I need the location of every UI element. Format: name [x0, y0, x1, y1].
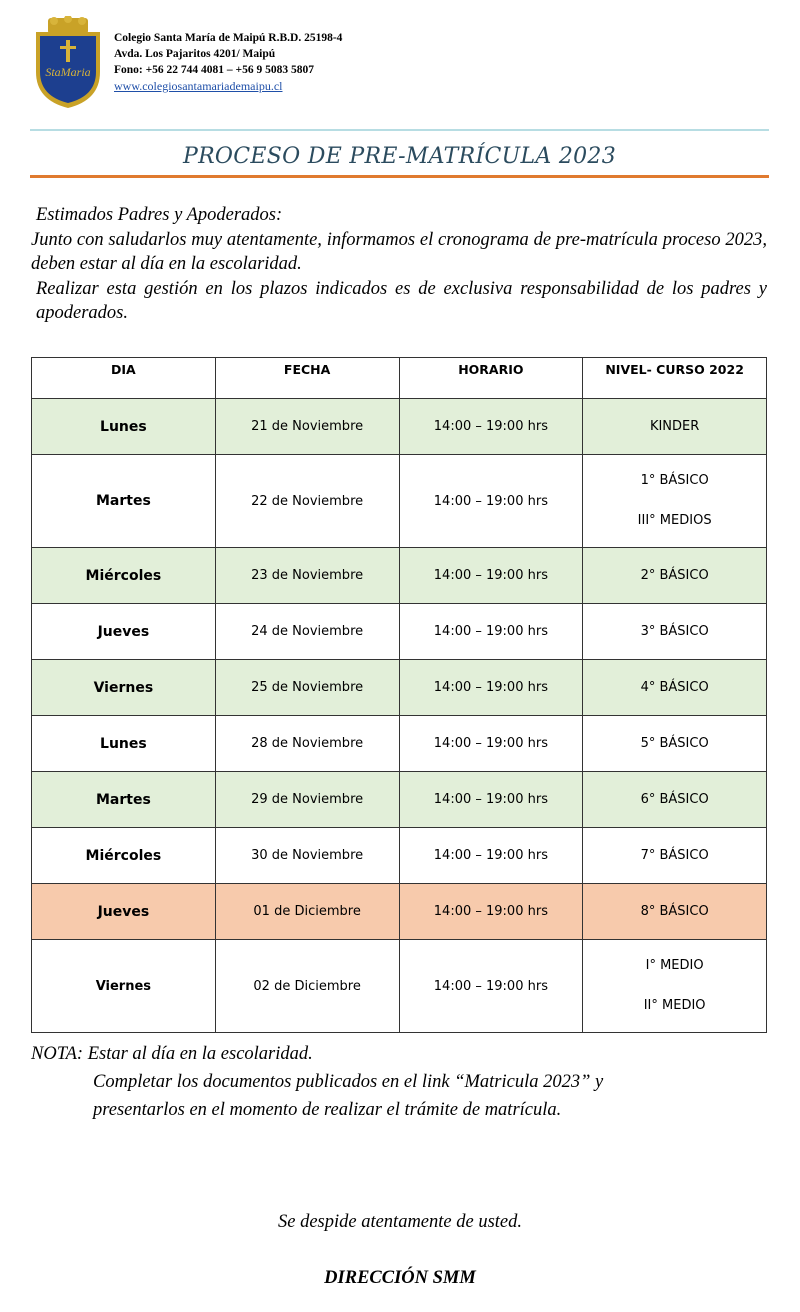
- title-underline: [30, 175, 769, 178]
- letterhead: [34, 16, 774, 116]
- farewell-text: Se despide atentamente de usted.: [277, 1212, 523, 1232]
- note-line-1: NOTA: Estar al día en la escolaridad.: [31, 1044, 313, 1064]
- table-row: [32, 772, 767, 828]
- table-row: [32, 716, 767, 772]
- intro-paragraph-1: Junto con saludarlos muy atentamente, informamos el cronograma de pre-matrícula proceso 2023, deben estar al día en la escolaridad.: [31, 229, 767, 274]
- table-row: [32, 455, 767, 548]
- header-dia: DIA: [32, 358, 216, 399]
- note-section: [31, 1040, 767, 1124]
- svg-text:StaMaria: StaMaria: [45, 65, 91, 79]
- cell-horario: 14:00 – 19:00 hrs: [399, 604, 583, 660]
- cell-dia: Miércoles: [32, 828, 216, 884]
- cell-nivel: [583, 828, 767, 884]
- cell-horario: 14:00 – 19:00 hrs: [399, 399, 583, 455]
- cell-fecha: 02 de Diciembre: [215, 940, 399, 1033]
- school-info: [114, 30, 342, 95]
- header-fecha: FECHA: [215, 358, 399, 399]
- nivel-item: KINDER: [649, 418, 700, 434]
- cell-fecha: 21 de Noviembre: [215, 399, 399, 455]
- nivel-item: 4° BÁSICO: [640, 679, 709, 695]
- school-website-link[interactable]: www.colegiosantamariademaipu.cl: [114, 79, 283, 93]
- school-crest-logo: [34, 16, 102, 110]
- cell-nivel: [583, 716, 767, 772]
- cell-dia: Miércoles: [32, 548, 216, 604]
- table-row-highlighted: [32, 884, 767, 940]
- cell-dia: Martes: [32, 455, 216, 548]
- schedule-table: [31, 357, 767, 1033]
- cell-fecha: 22 de Noviembre: [215, 455, 399, 548]
- note-line-3: presentarlos en el momento de realizar el trámite de matrícula.: [93, 1100, 562, 1120]
- cell-horario: 14:00 – 19:00 hrs: [399, 828, 583, 884]
- cell-dia: Viernes: [32, 660, 216, 716]
- cell-dia: Lunes: [32, 399, 216, 455]
- page-title: PROCESO DE PRE-MATRÍCULA 2023: [182, 144, 617, 169]
- cell-dia: Viernes: [32, 940, 216, 1033]
- intro-paragraph-2: Realizar esta gestión en los plazos indicados es de exclusiva responsabilidad de los padres y apoderados.: [36, 278, 767, 323]
- table-row: [32, 660, 767, 716]
- school-phone: Fono: +56 22 744 4081 – +56 9 5083 5807: [114, 64, 314, 76]
- header-nivel: NIVEL- CURSO 2022: [583, 358, 767, 399]
- nivel-item: II° MEDIO: [643, 998, 706, 1013]
- note-line-2: Completar los documentos publicados en el link “Matricula 2023” y: [93, 1072, 604, 1092]
- cell-horario: 14:00 – 19:00 hrs: [399, 940, 583, 1033]
- table-row: [32, 399, 767, 455]
- cell-fecha: 29 de Noviembre: [215, 772, 399, 828]
- cell-horario: 14:00 – 19:00 hrs: [399, 660, 583, 716]
- nivel-item: 8° BÁSICO: [640, 903, 709, 919]
- cell-dia: Jueves: [32, 604, 216, 660]
- signature: DIRECCIÓN SMM: [324, 1268, 476, 1288]
- table-row: [32, 828, 767, 884]
- cell-nivel: [583, 884, 767, 940]
- cell-horario: 14:00 – 19:00 hrs: [399, 884, 583, 940]
- nivel-item: 6° BÁSICO: [640, 791, 709, 807]
- cell-fecha: 23 de Noviembre: [215, 548, 399, 604]
- cell-nivel: [583, 455, 767, 548]
- cell-horario: 14:00 – 19:00 hrs: [399, 548, 583, 604]
- cell-nivel: [583, 548, 767, 604]
- nivel-item: 2° BÁSICO: [640, 567, 709, 583]
- nivel-item: I° MEDIO: [645, 958, 704, 973]
- cell-fecha: 28 de Noviembre: [215, 716, 399, 772]
- school-name-line: Colegio Santa María de Maipú R.B.D. 25198-4: [114, 32, 343, 44]
- cell-horario: 14:00 – 19:00 hrs: [399, 455, 583, 548]
- cell-horario: 14:00 – 19:00 hrs: [399, 772, 583, 828]
- cell-nivel: [583, 772, 767, 828]
- table-row: [32, 548, 767, 604]
- nivel-item: 3° BÁSICO: [640, 623, 709, 639]
- header-divider: [30, 129, 769, 131]
- cell-horario: 14:00 – 19:00 hrs: [399, 716, 583, 772]
- nivel-item: 7° BÁSICO: [640, 847, 709, 863]
- cell-nivel: [583, 660, 767, 716]
- table-row: [32, 940, 767, 1033]
- table-row: [32, 604, 767, 660]
- cell-fecha: 25 de Noviembre: [215, 660, 399, 716]
- cell-nivel: [583, 399, 767, 455]
- cell-fecha: 01 de Diciembre: [215, 884, 399, 940]
- nivel-item: 1° BÁSICO: [640, 473, 709, 488]
- intro-text: [31, 203, 767, 326]
- nivel-item: III° MEDIOS: [637, 513, 712, 528]
- cell-dia: Martes: [32, 772, 216, 828]
- cell-fecha: 24 de Noviembre: [215, 604, 399, 660]
- header-horario: HORARIO: [399, 358, 583, 399]
- cell-dia: Jueves: [32, 884, 216, 940]
- cell-fecha: 30 de Noviembre: [215, 828, 399, 884]
- cell-nivel: [583, 940, 767, 1033]
- greeting: Estimados Padres y Apoderados:: [36, 205, 283, 225]
- school-address: Avda. Los Pajaritos 4201/ Maipú: [114, 48, 276, 60]
- table-header-row: [32, 358, 767, 399]
- cell-dia: Lunes: [32, 716, 216, 772]
- cell-nivel: [583, 604, 767, 660]
- nivel-item: 5° BÁSICO: [640, 735, 709, 751]
